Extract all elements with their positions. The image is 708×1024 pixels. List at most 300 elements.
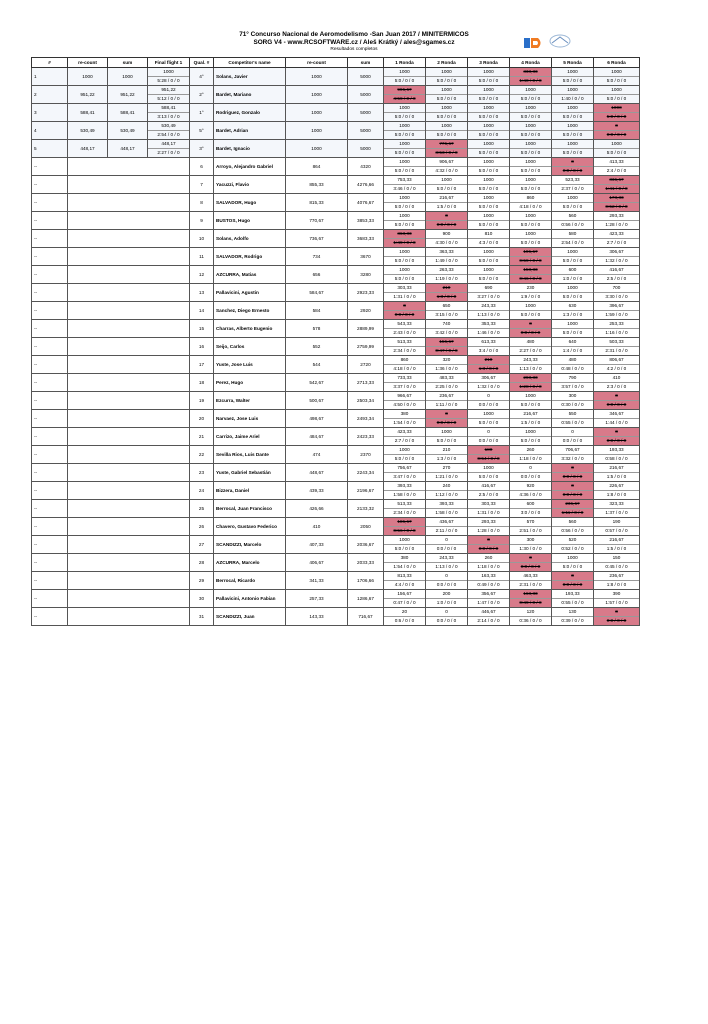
round-3-cell <box>468 194 510 212</box>
position-cell: -- <box>32 446 68 464</box>
round-score: 0 <box>487 429 490 434</box>
round-score: 393,33 <box>439 501 454 506</box>
round-time: 3:30 / 0 / 0 <box>594 292 639 301</box>
competitor-name-cell: Solans, Javier <box>214 68 286 86</box>
sum-cell: 2923,33 <box>348 284 384 302</box>
round-5-cell <box>552 338 594 356</box>
round-score: 1000 <box>525 429 536 434</box>
round-5-cell <box>552 248 594 266</box>
round-6-cell <box>594 248 640 266</box>
round-3-cell <box>468 212 510 230</box>
round-score: 200 <box>442 591 451 596</box>
qual-position-cell: 18 <box>190 374 214 392</box>
recount-cell: 1000 <box>286 104 348 122</box>
qual-position-cell: 17 <box>190 356 214 374</box>
round-score: 996,67 <box>397 87 412 92</box>
competitor-name-cell: Solans, Adolfo <box>214 230 286 248</box>
round-time: 0:0 / 0 / 0 <box>384 310 425 319</box>
round-time: 0:36 / 0 / 0 <box>510 616 551 625</box>
round-score: 810 <box>484 231 493 236</box>
round-score: 396,67 <box>609 303 624 308</box>
competitor-name-cell: Arroyo, Alejandro Gabriel <box>214 158 286 176</box>
round-time: 4:18 / 0 / 0 <box>510 202 551 211</box>
round-time: 1:36 / 0 / 0 <box>426 364 467 373</box>
round-time: 1:3 / 0 / 0 <box>552 310 593 319</box>
round-time: 5:0 / 0 / 0 <box>510 148 551 157</box>
sum-cell: 2920 <box>348 302 384 320</box>
position-cell: -- <box>32 302 68 320</box>
round-score: 180 <box>484 447 493 452</box>
round-time: 1:41 / 0 / 0 <box>594 184 639 193</box>
round-score: 153,33 <box>523 267 538 272</box>
round-3-cell <box>468 536 510 554</box>
round-2-cell <box>426 356 468 374</box>
round-5-cell <box>552 428 594 446</box>
round-time: 0:49 / 0 / 0 <box>468 580 509 589</box>
qual-position-cell: 15 <box>190 320 214 338</box>
round-6-cell <box>594 554 640 572</box>
round-time: 5:0 / 0 / 0 <box>426 94 467 103</box>
round-time: 4:59 / 0 / 0 <box>384 94 425 103</box>
column-header: 4 Ronda <box>510 58 552 68</box>
round-1-cell <box>384 158 426 176</box>
column-header: re-count <box>286 58 348 68</box>
final-empty-cell <box>68 590 190 608</box>
round-score: 0 <box>571 429 574 434</box>
round-6-cell <box>594 104 640 122</box>
round-5-cell <box>552 212 594 230</box>
round-2-cell <box>426 410 468 428</box>
position-cell: -- <box>32 176 68 194</box>
round-score: 210 <box>442 447 451 452</box>
round-score: 756,67 <box>397 465 412 470</box>
round-score: 1000 <box>525 177 536 182</box>
column-header: Final flight 1 <box>148 58 190 68</box>
round-2-cell <box>426 500 468 518</box>
competitor-name-cell: Sevilla Rios, Luis Dante <box>214 446 286 464</box>
round-score: 0 <box>403 303 406 308</box>
round-time: 0:0 / 0 / 0 <box>426 544 467 553</box>
round-time: 5:0 / 0 / 0 <box>510 310 551 319</box>
round-time: 1:8 / 0 / 0 <box>594 490 639 499</box>
round-time: 2:34 / 0 / 0 <box>384 346 425 355</box>
round-time: 0:52 / 0 / 0 <box>552 544 593 553</box>
sum-cell: 1286,67 <box>348 590 384 608</box>
round-time: 5:0 / 0 / 0 <box>384 220 425 229</box>
competitor-name-cell: Bardet, Adrian <box>214 122 286 140</box>
round-3-cell <box>468 410 510 428</box>
round-5-cell <box>552 608 594 626</box>
round-2-cell <box>426 230 468 248</box>
round-1-cell <box>384 500 426 518</box>
round-2-cell <box>426 482 468 500</box>
round-score: 230 <box>526 285 535 290</box>
round-6-cell <box>594 68 640 86</box>
round-score: 236,67 <box>439 393 454 398</box>
round-time: 1:5 / 0 / 0 <box>594 472 639 481</box>
competitor-name-cell: Pallavicini, Agustin <box>214 284 286 302</box>
round-6-cell <box>594 230 640 248</box>
round-5-cell <box>552 572 594 590</box>
round-time: 3:53 / 0 / 0 <box>426 148 467 157</box>
round-score: 1000 <box>483 267 494 272</box>
round-time: 2:4 / 0 / 0 <box>594 166 639 175</box>
round-4-cell <box>510 500 552 518</box>
round-time: 1:49 / 0 / 0 <box>384 238 425 247</box>
round-time: 5:0 / 0 / 0 <box>468 202 509 211</box>
round-time: 2:43 / 0 / 0 <box>384 328 425 337</box>
round-time: 5:0 / 0 / 0 <box>510 220 551 229</box>
round-6-cell <box>594 140 640 158</box>
round-time: 2:51 / 0 / 0 <box>510 526 551 535</box>
round-2-cell <box>426 176 468 194</box>
sum-cell: 2196,67 <box>348 482 384 500</box>
round-2-cell <box>426 320 468 338</box>
round-score: 260 <box>526 447 535 452</box>
qual-position-cell: 2° <box>190 86 214 104</box>
round-score: 860 <box>526 195 535 200</box>
sum-cell: 2713,33 <box>348 374 384 392</box>
final-empty-cell <box>68 158 190 176</box>
round-score: 1000 <box>483 177 494 182</box>
round-time: 0:0 / 0 / 0 <box>552 166 593 175</box>
round-5-cell <box>552 194 594 212</box>
final-flight-score: 588,41 <box>161 105 176 110</box>
round-score: 210 <box>442 285 451 290</box>
round-time: 0:56 / 0 / 0 <box>552 526 593 535</box>
round-time: 5:0 / 0 / 0 <box>384 130 425 139</box>
round-5-cell <box>552 500 594 518</box>
round-time: 3:42 / 0 / 0 <box>426 328 467 337</box>
round-3-cell <box>468 554 510 572</box>
round-3-cell <box>468 320 510 338</box>
round-6-cell <box>594 518 640 536</box>
round-time: 5:0 / 0 / 0 <box>594 112 639 121</box>
round-time: 0:0 / 0 / 0 <box>594 130 639 139</box>
round-score: 1000 <box>525 303 536 308</box>
round-time: 0:0 / 0 / 0 <box>510 472 551 481</box>
round-time: 1:13 / 0 / 0 <box>468 310 509 319</box>
round-2-cell <box>426 338 468 356</box>
round-score: 173,33 <box>609 195 624 200</box>
round-score: 640 <box>568 339 577 344</box>
sum-cell: 3853,33 <box>348 212 384 230</box>
round-time: 0:0 / 0 / 0 <box>594 400 639 409</box>
round-5-cell <box>552 68 594 86</box>
final-flight-score: 1000 <box>163 69 174 74</box>
results-table <box>31 57 640 626</box>
round-score: 1000 <box>525 123 536 128</box>
table-row <box>32 68 640 86</box>
round-score: 416,67 <box>481 483 496 488</box>
round-score: 1000 <box>399 69 410 74</box>
table-row <box>32 410 640 428</box>
round-time: 5:0 / 0 / 0 <box>468 148 509 157</box>
round-1-cell <box>384 176 426 194</box>
round-score: 1000 <box>483 69 494 74</box>
recount-cell: 406,67 <box>286 554 348 572</box>
competitor-name-cell: Rodriguez, Gonzalo <box>214 104 286 122</box>
round-time: 5:0 / 0 / 0 <box>552 76 593 85</box>
position-cell: -- <box>32 608 68 626</box>
round-score: 753,33 <box>397 177 412 182</box>
recount-cell: 1000 <box>286 86 348 104</box>
round-3-cell <box>468 176 510 194</box>
round-4-cell <box>510 608 552 626</box>
position-cell: -- <box>32 536 68 554</box>
round-score: 1000 <box>567 105 578 110</box>
round-5-cell <box>552 266 594 284</box>
round-time: 0:56 / 0 / 0 <box>384 526 425 535</box>
qual-position-cell: 26 <box>190 518 214 536</box>
round-time: 5:0 / 0 / 0 <box>468 256 509 265</box>
round-score: 216,67 <box>439 195 454 200</box>
round-2-cell <box>426 608 468 626</box>
round-time: 0:45 / 0 / 0 <box>594 562 639 571</box>
position-cell: -- <box>32 410 68 428</box>
round-3-cell <box>468 356 510 374</box>
round-score: 1000 <box>399 249 410 254</box>
recount-cell: 544 <box>286 356 348 374</box>
sorg-logo-icon <box>524 36 544 50</box>
round-score: 733,33 <box>397 375 412 380</box>
column-header: 6 Ronda <box>594 58 640 68</box>
round-time: 2:5 / 0 / 0 <box>468 490 509 499</box>
sum-cell: 2033,33 <box>348 554 384 572</box>
round-1-cell <box>384 86 426 104</box>
round-score: 190 <box>612 519 621 524</box>
competitor-name-cell: Bardet, Mariano <box>214 86 286 104</box>
final-recount-cell: 530,49 <box>68 122 108 140</box>
round-2-cell <box>426 446 468 464</box>
position-cell: -- <box>32 554 68 572</box>
competitor-name-cell: Bizzera, Daniel <box>214 482 286 500</box>
round-score: 740 <box>442 321 451 326</box>
round-6-cell <box>594 482 640 500</box>
final-empty-cell <box>68 554 190 572</box>
round-score: 1000 <box>525 159 536 164</box>
round-score: 613,33 <box>481 339 496 344</box>
round-score: 513,33 <box>397 501 412 506</box>
round-5-cell <box>552 284 594 302</box>
round-6-cell <box>594 608 640 626</box>
table-row <box>32 500 640 518</box>
round-4-cell <box>510 86 552 104</box>
round-time: 2:11 / 0 / 0 <box>426 526 467 535</box>
qual-position-cell: 9 <box>190 212 214 230</box>
round-score: 156,67 <box>439 339 454 344</box>
round-4-cell <box>510 590 552 608</box>
round-4-cell <box>510 554 552 572</box>
round-2-cell <box>426 374 468 392</box>
sum-cell: 3683,33 <box>348 230 384 248</box>
round-time: 1:5 / 0 / 0 <box>510 418 551 427</box>
round-score: 323,33 <box>609 501 624 506</box>
round-time: 0:0 / 0 / 0 <box>426 220 467 229</box>
column-header: re-count <box>68 58 108 68</box>
round-score: 1000 <box>567 285 578 290</box>
round-time: 1:9 / 0 / 0 <box>510 292 551 301</box>
recount-cell: 855,33 <box>286 176 348 194</box>
position-cell: -- <box>32 248 68 266</box>
final-empty-cell <box>68 482 190 500</box>
qual-position-cell: 30 <box>190 590 214 608</box>
final-flight-time: 2:27 / 0 / 0 <box>148 148 189 157</box>
round-score: 1000 <box>441 429 452 434</box>
recount-cell: 448,67 <box>286 464 348 482</box>
round-time: 1:40 / 0 / 0 <box>510 76 551 85</box>
round-3-cell <box>468 590 510 608</box>
final-empty-cell <box>68 464 190 482</box>
competitor-name-cell: Seijo, Carlos <box>214 338 286 356</box>
final-flight-cell <box>148 68 190 86</box>
round-time: 5:0 / 0 / 0 <box>426 184 467 193</box>
round-score: 1000 <box>441 123 452 128</box>
qual-position-cell: 31 <box>190 608 214 626</box>
round-4-cell <box>510 176 552 194</box>
round-1-cell <box>384 608 426 626</box>
round-score: 0 <box>445 213 448 218</box>
competitor-name-cell: Charras, Alberto Eugenio <box>214 320 286 338</box>
round-3-cell <box>468 392 510 410</box>
round-score: 480 <box>526 339 535 344</box>
recount-cell: 770,67 <box>286 212 348 230</box>
table-row <box>32 104 640 122</box>
round-time: 0:0 / 0 / 0 <box>594 436 639 445</box>
round-score: 196,67 <box>523 249 538 254</box>
round-time: 3:0 / 0 / 0 <box>510 508 551 517</box>
round-time: 1:31 / 0 / 0 <box>468 508 509 517</box>
round-1-cell <box>384 374 426 392</box>
round-time: 0:0 / 0 / 0 <box>510 328 551 337</box>
round-score: 413,33 <box>609 159 624 164</box>
table-row <box>32 302 640 320</box>
round-time: 5:0 / 0 / 0 <box>468 94 509 103</box>
round-time: 1:3 / 0 / 0 <box>468 364 509 373</box>
round-score: 260 <box>484 555 493 560</box>
recount-cell: 1000 <box>286 122 348 140</box>
round-4-cell <box>510 320 552 338</box>
round-time: 5:0 / 0 / 0 <box>510 94 551 103</box>
sum-cell: 2050 <box>348 518 384 536</box>
round-1-cell <box>384 284 426 302</box>
table-row <box>32 212 640 230</box>
round-time: 2:7 / 0 / 0 <box>594 238 639 247</box>
round-score: 543,33 <box>397 321 412 326</box>
round-1-cell <box>384 266 426 284</box>
round-score: 0 <box>615 429 618 434</box>
round-score: 253,33 <box>609 321 624 326</box>
round-score: 236,67 <box>565 501 580 506</box>
final-empty-cell <box>68 284 190 302</box>
round-score: 580 <box>568 231 577 236</box>
round-score: 353,33 <box>481 321 496 326</box>
final-empty-cell <box>68 608 190 626</box>
round-score: 363,33 <box>397 231 412 236</box>
round-score: 380 <box>400 411 409 416</box>
column-header: 1 Ronda <box>384 58 426 68</box>
final-flight-score: 448,17 <box>161 141 176 146</box>
round-4-cell <box>510 392 552 410</box>
round-time: 1:3 / 0 / 0 <box>426 292 467 301</box>
round-time: 3:47 / 0 / 0 <box>384 472 425 481</box>
column-header: Qual. # <box>190 58 214 68</box>
round-score: 1000 <box>441 87 452 92</box>
final-empty-cell <box>68 356 190 374</box>
round-2-cell <box>426 86 468 104</box>
round-score: 216,67 <box>609 537 624 542</box>
round-score: 423,33 <box>397 429 412 434</box>
competitor-name-cell: SALVADOR, Rodrigo <box>214 248 286 266</box>
round-time: 5:0 / 0 / 0 <box>552 112 593 121</box>
round-score: 690 <box>484 285 493 290</box>
sum-cell: 4076,67 <box>348 194 384 212</box>
round-5-cell <box>552 536 594 554</box>
table-row <box>32 140 640 158</box>
round-score: 1000 <box>399 267 410 272</box>
qual-position-cell: 5° <box>190 122 214 140</box>
final-empty-cell <box>68 536 190 554</box>
table-row <box>32 86 640 104</box>
round-5-cell <box>552 482 594 500</box>
round-score: 0 <box>615 393 618 398</box>
table-row <box>32 230 640 248</box>
round-score: 806,67 <box>609 357 624 362</box>
sum-cell: 2889,99 <box>348 320 384 338</box>
table-row <box>32 176 640 194</box>
round-5-cell <box>552 374 594 392</box>
round-score: 163,33 <box>481 573 496 578</box>
event-logo-icon <box>548 33 572 49</box>
round-score: 1000 <box>567 141 578 146</box>
round-score: 293,33 <box>481 519 496 524</box>
round-time: 0:46 / 0 / 0 <box>510 274 551 283</box>
round-time: 5:0 / 0 / 0 <box>468 220 509 229</box>
round-1-cell <box>384 518 426 536</box>
round-5-cell <box>552 230 594 248</box>
round-score: 240 <box>442 483 451 488</box>
final-flight-time: 5:12 / 0 / 0 <box>148 94 189 103</box>
round-5-cell <box>552 464 594 482</box>
round-score: 390 <box>612 591 621 596</box>
round-score: 263,33 <box>439 267 454 272</box>
round-time: 1:28 / 0 / 0 <box>510 382 551 391</box>
round-time: 1:31 / 0 / 0 <box>384 292 425 301</box>
final-sum-cell: 588,41 <box>108 104 148 122</box>
round-score: 0 <box>529 321 532 326</box>
round-score: 630 <box>568 303 577 308</box>
round-time: 2:31 / 0 / 0 <box>594 346 639 355</box>
recount-cell: 407,33 <box>286 536 348 554</box>
round-time: 5:0 / 0 / 0 <box>426 76 467 85</box>
recount-cell: 584,67 <box>286 284 348 302</box>
round-time: 0:48 / 0 / 0 <box>552 364 593 373</box>
round-time: 0:0 / 0 / 0 <box>468 400 509 409</box>
round-score: 1000 <box>567 69 578 74</box>
round-score: 20 <box>401 609 408 614</box>
round-time: 5:0 / 0 / 0 <box>552 292 593 301</box>
final-flight-cell <box>148 104 190 122</box>
round-2-cell <box>426 572 468 590</box>
recount-cell: 864 <box>286 158 348 176</box>
final-flight-score: 530,49 <box>161 123 176 128</box>
recount-cell: 815,33 <box>286 194 348 212</box>
recount-cell: 143,33 <box>286 608 348 626</box>
competitor-name-cell: Chavero, Gustavo Federico <box>214 518 286 536</box>
round-score: 346,67 <box>609 411 624 416</box>
sum-cell: 2759,99 <box>348 338 384 356</box>
round-time: 1:13 / 0 / 0 <box>510 364 551 373</box>
